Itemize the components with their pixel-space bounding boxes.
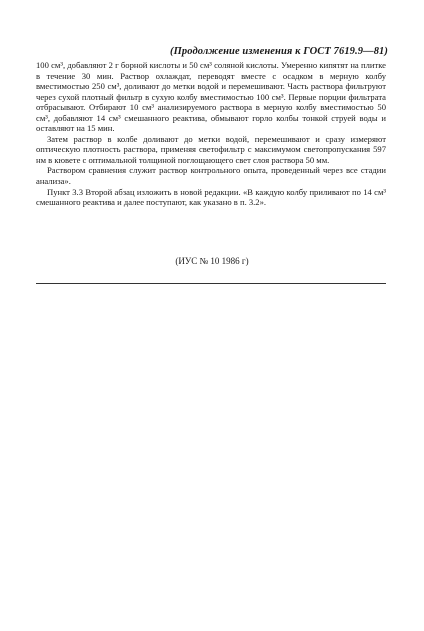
paragraph-method-continuation: 100 см³, добавляют 2 г борной кислоты и 50 см³ соляной кислоты. Умеренно кипятят на плитке в течение 30 мин. Раствор охлаждат, переводят вместе с осадком в мерную колбу вместимостью 250 см³, доливают до метки водой и перемешивают. Часть раствора фильтруют через сухой плотный фильтр в сухую колбу вместимостью 100 см³. Первые порции фильтрата отбрасывают. Отбирают 10 см³ анализируемого раствора в мерную колбу вместимостью 50 см³, добавляют 14 см³ смешанного реактива, обмывают горло колбы тонкой струей воды и оставляют на 15 мин. [36, 60, 386, 134]
paragraph-clause-3-3: Пункт 3.3 Второй абзац изложить в новой редакции. «В каждую колбу приливают по 14 см³ смешанного реактива и далее поступают, как указано в п. 3.2». [36, 186, 386, 208]
bottom-divider [36, 283, 386, 284]
ius-reference: (ИУС № 10 1986 г) [175, 256, 249, 266]
continuation-header: (Продолжение изменения к ГОСТ 7619.9—81) [170, 46, 388, 57]
paragraph-reference-solution: Раствором сравнения служит раствор контрольного опыта, проведенный через все стадии анализа». [36, 165, 386, 187]
paragraph-measurement: Затем раствор в колбе доливают до метки водой, перемешивают и сразу измеряют оптическую плотность раствора, применяя светофильтр с максимумом светопропускания 597 нм в кювете с оптимальной толщиной поглощающего свет слоя раствора 50 мм. [36, 133, 386, 165]
document-body [36, 60, 386, 208]
